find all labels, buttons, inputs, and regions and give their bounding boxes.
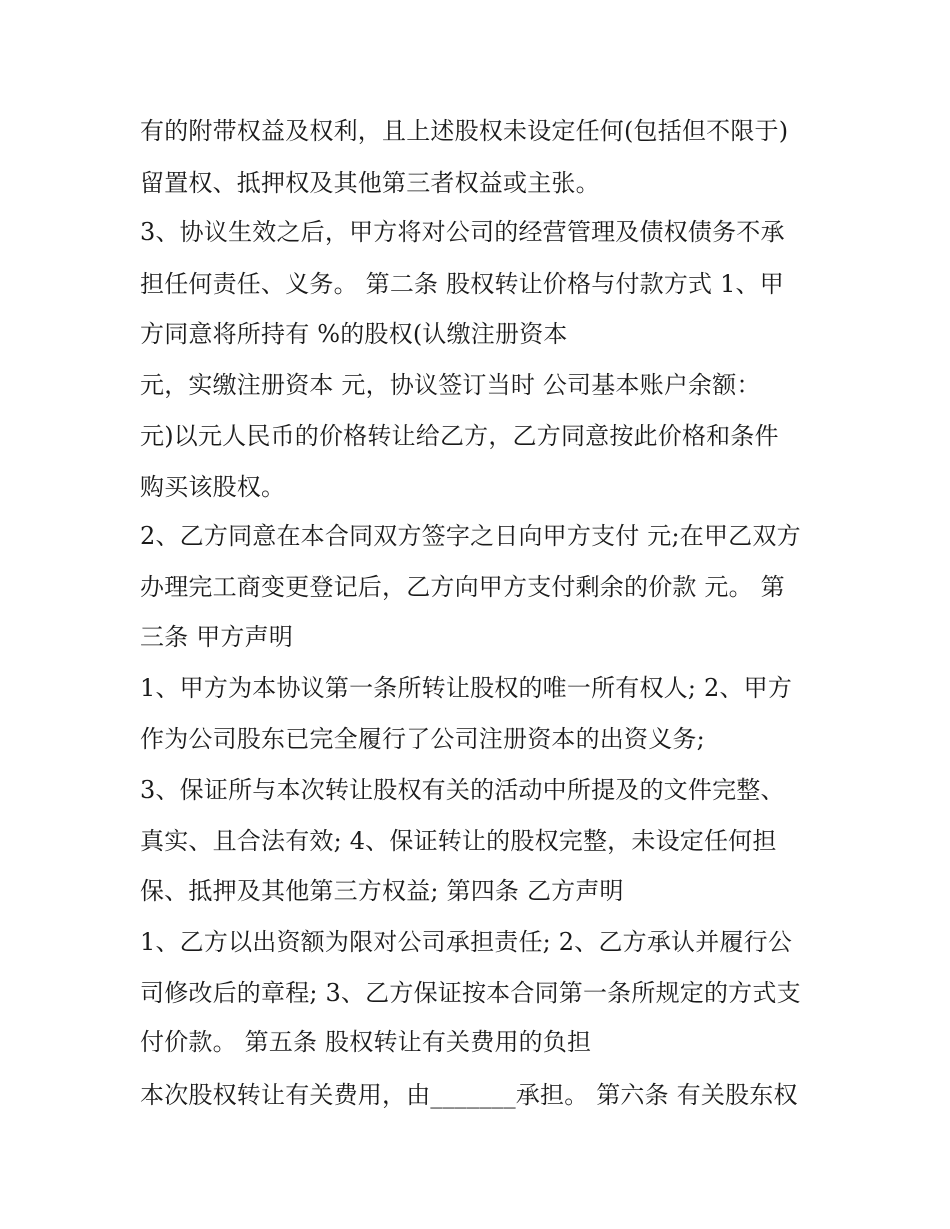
text-line: 办理完工商变更登记后，乙方向甲方支付剩余的价款 元。 第	[140, 573, 785, 601]
text-line: 1、乙方以出资额为限对公司承担责任; 2、乙方承认并履行公	[140, 928, 793, 956]
text-line: 付价款。 第五条 股权转让有关费用的负担	[140, 1028, 592, 1056]
text-line: 元，实缴注册资本 元，协议签订当时 公司基本账户余额：	[140, 371, 761, 399]
text-line: 1、甲方为本协议第一条所转让股权的唯一所有权人; 2、甲方	[140, 674, 793, 702]
text-line: 方同意将所持有 %的股权(认缴注册资本	[140, 320, 568, 348]
text-line: 三条 甲方声明	[140, 623, 294, 651]
text-line: 担任何责任、义务。 第二条 股权转让价格与付款方式 1、甲	[140, 270, 784, 298]
text-line: 元)以元人民币的价格转让给乙方，乙方同意按此价格和条件	[140, 422, 779, 450]
text-line: 有的附带权益及权利，且上述股权未设定任何(包括但不限于)	[140, 117, 789, 145]
text-line: 留置权、抵押权及其他第三者权益或主张。	[140, 169, 600, 197]
text-line: 本次股权转让有关费用，由_______承担。 第六条 有关股东权	[140, 1081, 798, 1109]
text-line: 真实、且合法有效; 4、保证转让的股权完整，未设定任何担	[140, 827, 777, 855]
text-line: 3、保证所与本次转让股权有关的活动中所提及的文件完整、	[140, 776, 785, 804]
text-line: 2、乙方同意在本合同双方签字之日向甲方支付 元;在甲乙双方	[140, 522, 801, 550]
text-line: 购买该股权。	[140, 473, 286, 501]
text-line: 3、协议生效之后，甲方将对公司的经营管理及债权债务不承	[140, 218, 785, 246]
text-line: 司修改后的章程; 3、乙方保证按本合同第一条所规定的方式支	[140, 979, 801, 1007]
text-line: 保、抵押及其他第三方权益; 第四条 乙方声明	[140, 877, 624, 905]
text-line: 作为公司股东已完全履行了公司注册资本的出资义务;	[140, 725, 705, 753]
